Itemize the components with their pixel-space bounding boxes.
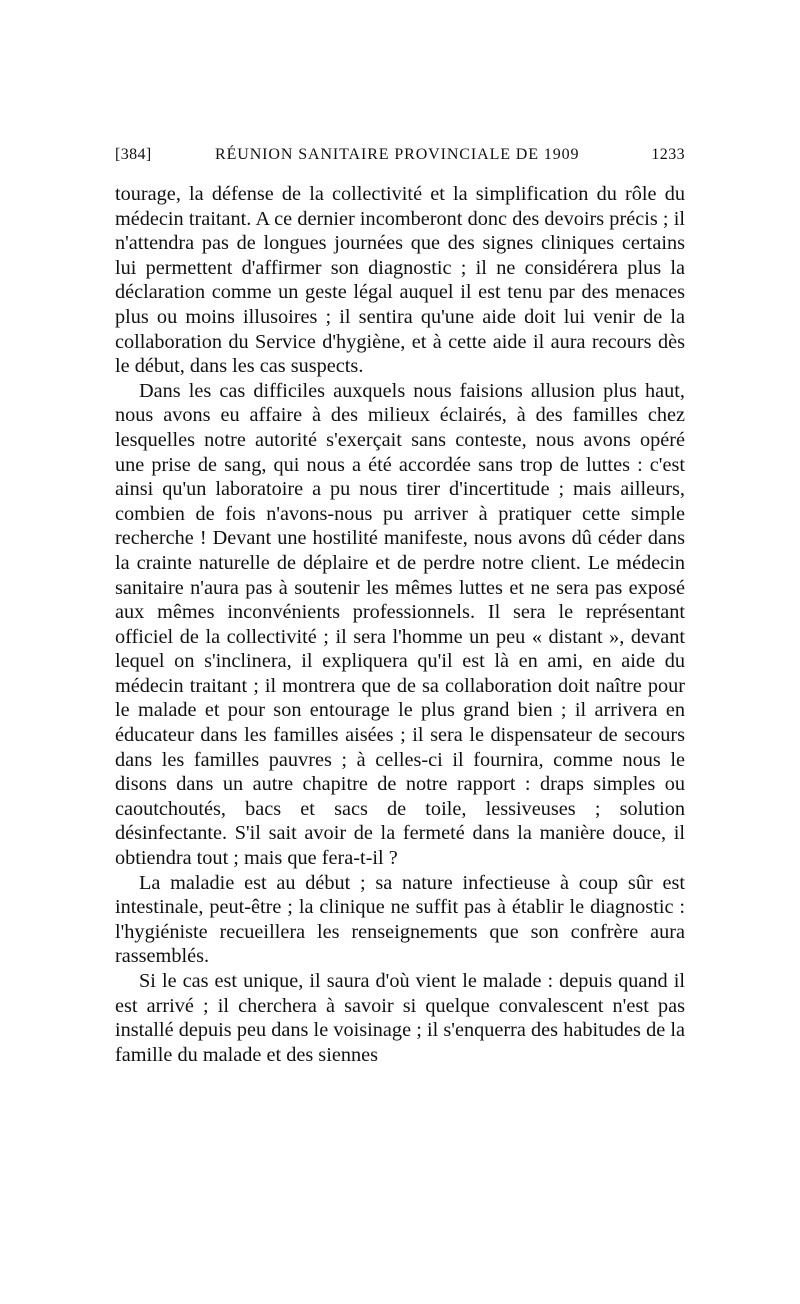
paragraph-disease-onset: La maladie est au début ; sa nature infectieuse à coup sûr est intestinale, peut-être ; la clinique ne suffit pas à établir le diagnostic : l'hygiéniste recueillera les renseignements que son confrère aura rassemblés. xyxy=(115,871,685,968)
book-page xyxy=(115,146,685,1067)
paragraph-difficult-cases: Dans les cas difficiles auxquels nous faisions allusion plus haut, nous avons eu affaire à des milieux éclairés, à des familles chez lesquelles notre autorité s'exerçait sans conteste, nous avons opéré une prise de sang, qui nous a été accordée sans trop de luttes : c'est ainsi qu'un laboratoire a pu nous tirer d'incertitude ; mais ailleurs, combien de fois n'avons-nous pu arriver à pratiquer cette simple recherche ! Devant une hostilité manifeste, nous avons dû céder dans la crainte naturelle de déplaire et de perdre notre client. Le médecin sanitaire n'aura pas à soutenir les mêmes luttes et ne sera pas exposé aux mêmes inconvénients professionnels. Il sera le représentant officiel de la collectivité ; il sera l'homme un peu « distant », devant lequel on s'inclinera, il expliquera qu'il est là en ami, en aide du médecin traitant ; il montrera que de sa collaboration doit naître pour le malade et pour son entourage le plus grand bien ; il arrivera en éducateur dans les familles aisées ; il sera le dispensateur de secours dans les familles pauvres ; à celles-ci il fournira, comme nous le disons dans un autre chapitre de notre rapport : draps simples ou caoutchoutés, bacs et sacs de toile, lessiveuses ; solution désinfectante. S'il sait avoir de la fermeté dans la manière douce, il obtiendra tout ; mais que fera-t-il ? xyxy=(115,379,685,870)
page-number: 1233 xyxy=(651,146,685,163)
page-reference: [384] xyxy=(115,146,152,163)
running-head xyxy=(115,146,685,174)
running-title: RÉUNION SANITAIRE PROVINCIALE DE 1909 xyxy=(215,146,580,163)
paragraph-single-case: Si le cas est unique, il saura d'où vient le malade : depuis quand il est arrivé ; il cherchera à savoir si quelque convalescent n'est pas installé depuis peu dans le voisinage ; il s'enquerra des habitudes de la famille du malade et des siennes xyxy=(115,970,685,1066)
body-text xyxy=(115,182,685,1067)
paragraph-continuation: tourage, la défense de la collectivité et la simplification du rôle du médecin traitant. A ce dernier incomberont donc des devoirs précis ; il n'attendra pas de longues journées que des signes cliniques certains lui permettent d'affirmer son diagnostic ; il ne considérera plus la déclaration comme un geste légal auquel il est tenu par des menaces plus ou moins illusoires ; il sentira qu'une aide doit lui venir de la collaboration du Service d'hygiène, et à cette aide il aura recours dès le début, dans les cas suspects. xyxy=(115,183,685,378)
